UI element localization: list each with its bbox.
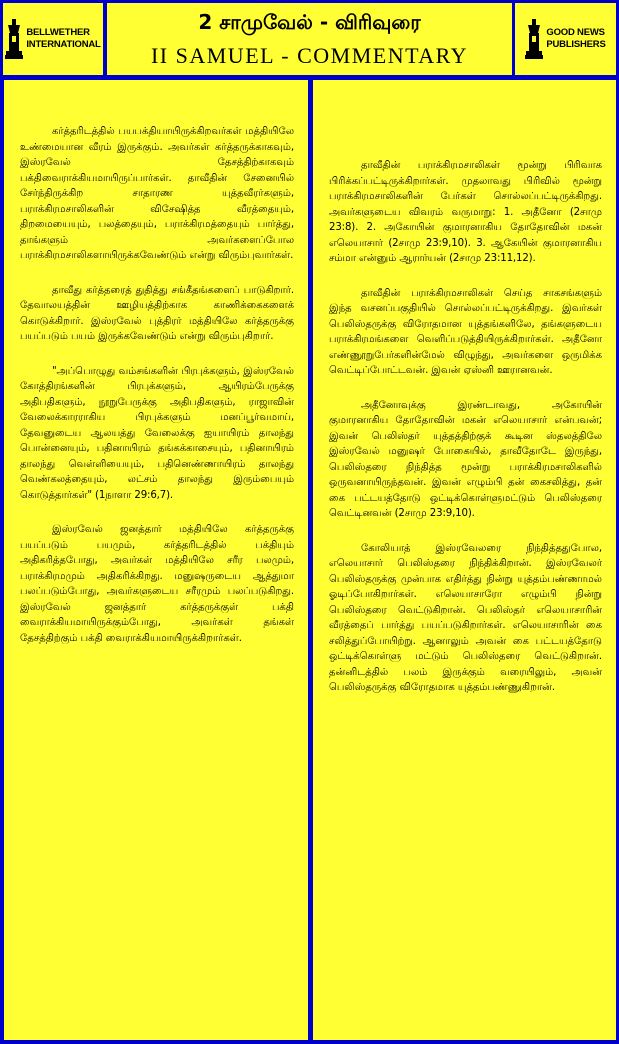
page-title-english: II SAMUEL - COMMENTARY bbox=[150, 43, 469, 68]
right-paragraph-1: தாவீதின் பராக்கிரமசாலிகள் மூன்று பிரிவாக பிரிக்கப்பட்டிருக்கிறார்கள். முதலாவது பிரிவில் மூன்று பராக்கிரமசாலிகளின் பேர்கள் சொல்லப்பட்டிருக்கிறது. அவர்களுடைய விவரம் வருமாறு: 1. அதீனோ (2சாமு 23:8). 2. அகோயின் குமாரனாகிய தோதோவின் மகன் எலெயாசார் (2சாமு 23:9,10). 3. ஆகேயின் குமாரனாகிய சம்மா என்னும் ஆரார்யன் (2சாமு 23:11,12). bbox=[329, 160, 602, 264]
left-paragraph-3: "அப்பொழுது வம்சங்களின் பிரபுக்களும், இஸ்ரவேல் கோத்திரங்களின் பிரபுக்களும், ஆயிரம்பேருக்கு அதிபதிகளும், நூறுபேருக்கு அதிபதிகளும், ராஜாவின் வேலைக்காரராகிய பிரபுக்களும் மனப்பூர்வமாய், தேவனுடைய ஆலயத்து வேலைக்கு ஐயாயிரம் தாலந்து பொன்னையும், பதினாயிரம் தங்கக்காசையும், பதினாயிரம் தாலந்து வெள்ளியையும், பதினெண்ணாயிரம் தாலந்து வெண்கலத்தையும், லட்சம் தாலந்து இரும்பையும் கொடுத்தார்கள்" (1நாளா 29:6,7). bbox=[20, 365, 294, 501]
good-news-logo bbox=[515, 3, 616, 75]
left-paragraph-1: கர்த்தரிடத்தில் பயபக்தியாயிருக்கிறவர்கள் மத்தியிலே உண்மையான வீரம் இருக்கும். அவர்கள் கர்த்தருக்காகவும், இஸ்ரவேல் தேசத்திற்காகவும் பக்திவைராக்கியமாயிருப்பார்கள். தாவீதின் சேனையில் சேர்ந்திருக்கிற சாதாரண யுத்தவீரர்களும், பராக்கிரமசாலிகளின் விசேஷித்த வீரத்தையும், திறமையையும், பலத்தையும், பராக்கிரமத்தையும் பார்த்து, தாங்களும் அவர்களைப்போல பராக்கிரமசாலிகளாயிருக்கவேண்டும் என்று விரும்புவார்கள். bbox=[20, 126, 294, 261]
left-paragraph-2: தாவீது கர்த்தரைத் துதித்து சங்கீதங்களைப் பாடுகிறார். தேவாலயத்தின் ஊழியத்திற்காக காணிக்கைகளைக் கொடுக்கிறார். இஸ்ரவேல் புத்திரர் மத்தியிலே கர்த்தருக்கு பயப்படும் பயம் இருக்கவேண்டும் என்று விரும்புகிறார். bbox=[20, 284, 294, 342]
bell-tower-icon bbox=[5, 19, 23, 59]
right-paragraph-3: அதீனோவுக்கு இரண்டாவது, அகோயின் குமாரனாகிய தோதோவின் மகன் எலெயாசார் என்பவன்; இவன் பெலிஸ்தர் யுத்தத்திற்குக் கூடின ஸ்தலத்திலே இஸ்ரவேல் மனுஷர் போகையில், தாவீதோடே இருந்து, பெலிஸ்தரை நிந்தித்த மூன்று பராக்கிரமசாலிகளில் ஒருவனாயிருந்தவன். இவன் எழும்பி தன் கைசலித்து, தன் கை பட்டயத்தோடு ஒட்டிக்கொள்ளுமட்டும் பெலிஸ்தரை வெட்டினவன் (2சாமு 23:9,10). bbox=[329, 399, 602, 519]
logo-left-line1: BELLWETHER bbox=[26, 27, 90, 38]
title-box bbox=[107, 3, 512, 75]
bellwether-logo bbox=[3, 3, 103, 75]
left-column bbox=[4, 80, 308, 1040]
logo-right-line1: GOOD NEWS bbox=[546, 27, 605, 38]
right-column bbox=[313, 80, 616, 1040]
right-paragraph-2: தாவீதின் பராக்கிரமசாலிகள் செய்த சாகசங்களும் இந்த வசனப்பகுதியில் சொல்லப்பட்டிருக்கிறது. இவர்கள் பெலிஸ்தருக்கு விரோதமான யுத்தங்களிலே, தங்களுடைய பராக்கிரமங்களை வெளிப்படுத்தியிருக்கிறார்கள். அதீனோ எண்ணூறுபேர்களின்மேல் விழுந்து, அவர்களை ஒருமிக்க வெட்டிப்போட்டவன். இவன் ஏஸ்னி ஊரானவன். bbox=[329, 287, 602, 376]
left-paragraph-4: இஸ்ரவேல் ஜனத்தார் மத்தியிலே கர்த்தருக்கு பயப்படும் பயமும், கர்த்தரிடத்தில் பக்தியும் அதிகரித்தபோது, அவர்கள் மத்தியிலே சரீர பலமும், பராக்கிரமமும் அதிகரிக்கிறது. மனுஷருடைய ஆத்துமா பலப்படும்போது, அவர்களுடைய சரீரமும் பலப்படுகிறது. இஸ்ரவேல் ஜனத்தார் கர்த்தருக்குள் பக்தி வைராக்கியமாயிருக்கும்போது, அவர்கள் தங்கள் தேசத்திற்கும் பக்தி வைராக்கியமாயிருக்கிறார்கள். bbox=[20, 524, 294, 644]
logo-right-line2: PUBLISHERS bbox=[546, 39, 606, 50]
bell-tower-icon bbox=[525, 19, 543, 59]
right-paragraph-4: கோலியாத் இஸ்ரவேலரை நிந்தித்ததுபோல, எலெயாசார் பெலிஸ்தரை நிந்திக்கிறான். இஸ்ரவேலர் பெலிஸ்தருக்கு முன்பாக எதிர்த்து நின்று யுத்தம்பண்ணாமல் ஓடிப்போகிறார்கள். எலெயாசாரோ எழும்பி நின்று பெலிஸ்தரை வெட்டுகிறான். பெலிஸ்தர் எலெயாசாரின் வீரத்தைப் பார்த்து பயப்படுகிறார்கள். எலெயாசாரின் கை சலித்துப்போயிற்று. ஆனாலும் அவன் கை பட்டயத்தோடு ஒட்டிக்கொள்ளு மட்டும் பெலிஸ்தரை வெட்டுகிறான். தன்னிடத்தில் பலம் இருக்கும் வரையிலும், அவன் பெலிஸ்தருக்கு விரோதமாக யுத்தம்பண்ணுகிறான். bbox=[329, 542, 602, 693]
page-header bbox=[0, 0, 619, 80]
page-title-tamil: 2 சாமுவேல் - விரிவுரை bbox=[198, 10, 421, 34]
logo-left-line2: INTERNATIONAL bbox=[26, 39, 101, 50]
